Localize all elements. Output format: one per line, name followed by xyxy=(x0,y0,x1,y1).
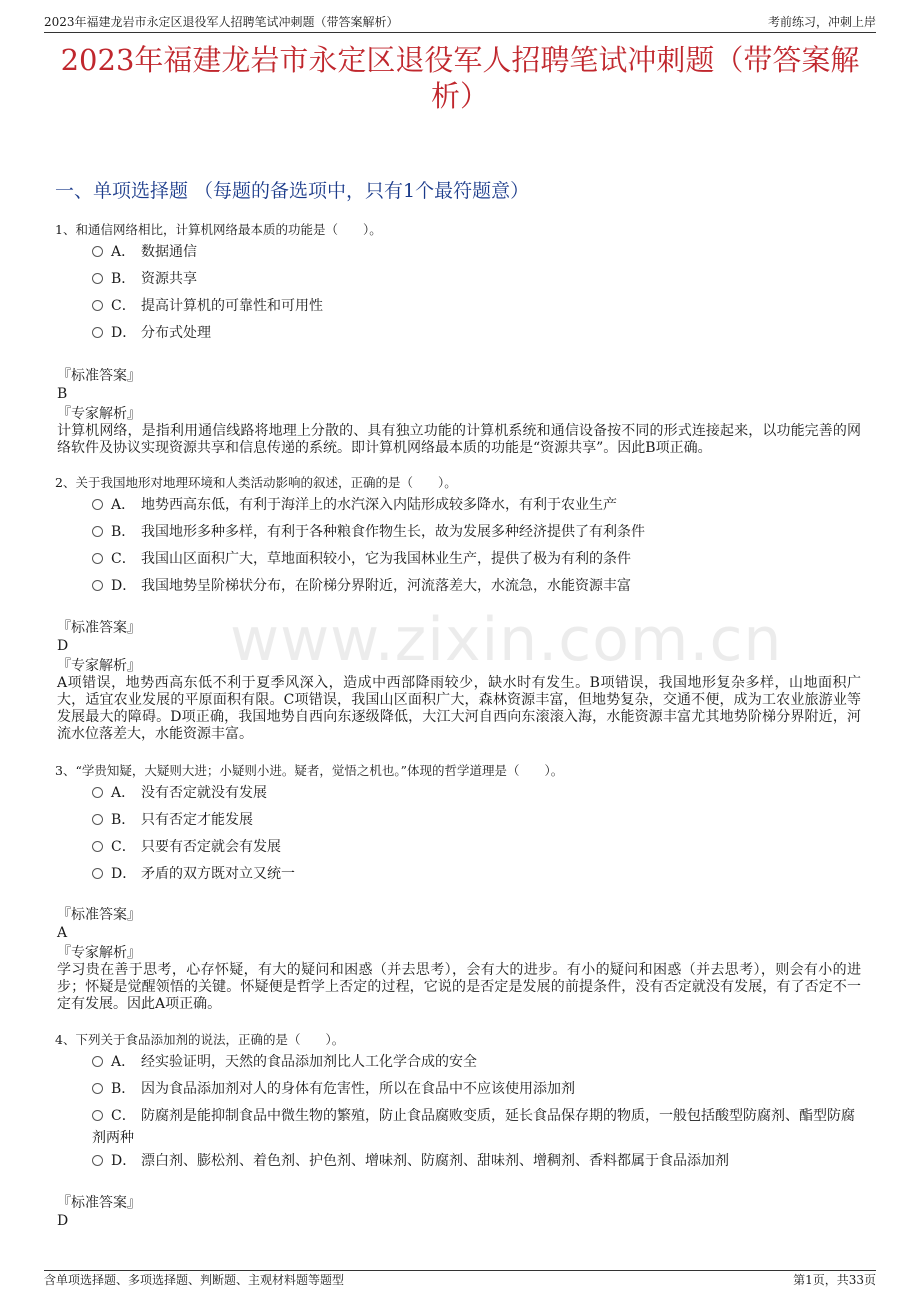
analysis-tag: 『专家解析』 xyxy=(57,406,141,422)
question-3-option-d[interactable]: D． 矛盾的双方既对立又统一 xyxy=(92,863,860,885)
radio-icon[interactable] xyxy=(92,553,103,564)
question-3-answer: A xyxy=(57,925,68,941)
question-4-stem: 4、下列关于食品添加剂的说法，正确的是（ ）。 xyxy=(55,1032,345,1047)
question-3-stem: 3、“学贵知疑，大疑则大进；小疑则小进。疑者，觉悟之机也。”体现的哲学道理是（ ）。 xyxy=(55,763,564,778)
radio-icon[interactable] xyxy=(92,868,103,879)
radio-icon[interactable] xyxy=(92,273,103,284)
question-2-analysis: A项错误，地势西高东低不利于夏季风深入，造成中西部降雨较少，缺水时有发生。B项错误，我国地形复杂多样，山地面积广大，适宜农业发展的平原面积有限。C项错误，我国山区面积广大，森林资源丰富，但地势复杂，交通不便，成为工农业旅游业等发展最大的障碍。D项正确，我国地势自西向东逐级降低，大江大河自西向东滚滚入海，水能资源丰富尤其地势阶梯分界附近，河流水位落差大，水能资源丰富。 xyxy=(57,675,861,742)
answer-tag: 『标准答案』 xyxy=(57,368,141,384)
radio-icon[interactable] xyxy=(92,787,103,798)
answer-tag: 『标准答案』 xyxy=(57,620,141,636)
question-2-option-a[interactable]: A． 地势西高东低，有利于海洋上的水汽深入内陆形成较多降水，有利于农业生产 xyxy=(92,494,860,516)
radio-icon[interactable] xyxy=(92,300,103,311)
radio-icon[interactable] xyxy=(92,814,103,825)
radio-icon[interactable] xyxy=(92,499,103,510)
question-2-option-b[interactable]: B． 我国地形多种多样，有利于各种粮食作物生长，故为发展多种经济提供了有利条件 xyxy=(92,521,860,543)
question-3-option-a[interactable]: A． 没有否定就没有发展 xyxy=(92,782,860,804)
question-1-stem: 1、和通信网络相比，计算机网络最本质的功能是（ ）。 xyxy=(55,222,382,237)
question-1-option-b[interactable]: B． 资源共享 xyxy=(92,268,860,290)
page-number: 第1页，共33页 xyxy=(793,1273,876,1287)
question-2-answer: D xyxy=(57,638,69,654)
answer-tag: 『标准答案』 xyxy=(57,1195,141,1211)
radio-icon[interactable] xyxy=(92,841,103,852)
question-3-option-b[interactable]: B． 只有否定才能发展 xyxy=(92,809,860,831)
question-3-analysis: 学习贵在善于思考，心存怀疑，有大的疑问和困惑（并去思考），会有大的进步。有小的疑问和困惑（并去思考），则会有小的进步；怀疑是觉醒领悟的关键。怀疑便是哲学上否定的过程，它说的是否定是发展的前提条件，没有否定就没有发展，有了否定不一定有发展。因此A项正确。 xyxy=(57,962,861,1012)
analysis-tag: 『专家解析』 xyxy=(57,658,141,674)
question-4-answer: D xyxy=(57,1213,69,1229)
question-1-option-a[interactable]: A． 数据通信 xyxy=(92,241,860,263)
question-4-option-d[interactable]: D． 漂白剂、膨松剂、着色剂、护色剂、增味剂、防腐剂、甜味剂、增稠剂、香料都属于食品添加剂 xyxy=(92,1150,860,1172)
question-4-option-c[interactable]: C． 防腐剂是能抑制食品中微生物的繁殖，防止食品腐败变质，延长食品保存期的物质，一般包括酸型防腐剂、酯型防腐剂两种 xyxy=(92,1108,855,1146)
radio-icon[interactable] xyxy=(92,580,103,591)
question-1-analysis: 计算机网络，是指利用通信线路将地理上分散的、具有独立功能的计算机系统和通信设备按不同的形式连接起来，以功能完善的网络软件及协议实现资源共享和信息传递的系统。即计算机网络最本质的功能是“资源共享”。因此B项正确。 xyxy=(57,423,861,456)
question-4-option-a[interactable]: A． 经实验证明，天然的食品添加剂比人工化学合成的安全 xyxy=(92,1051,860,1073)
answer-tag: 『标准答案』 xyxy=(57,907,141,923)
page-header xyxy=(44,12,876,33)
question-2-option-d[interactable]: D． 我国地势呈阶梯状分布，在阶梯分界附近，河流落差大，水流急，水能资源丰富 xyxy=(92,575,860,597)
watermark: www.zixin.com.cn xyxy=(230,605,783,675)
section-title: 一、单项选择题 （每题的备选项中，只有1个最符题意） xyxy=(55,180,530,202)
radio-icon[interactable] xyxy=(92,1083,103,1094)
question-4-option-b[interactable]: B． 因为食品添加剂对人的身体有危害性，所以在食品中不应该使用添加剂 xyxy=(92,1078,860,1100)
question-1-option-c[interactable]: C． 提高计算机的可靠性和可用性 xyxy=(92,295,860,317)
radio-icon[interactable] xyxy=(92,1056,103,1067)
question-2-stem: 2、关于我国地形对地理环境和人类活动影响的叙述，正确的是（ ）。 xyxy=(55,475,457,490)
header-doc-title: 2023年福建龙岩市永定区退役军人招聘笔试冲刺题（带答案解析） xyxy=(44,15,399,29)
document-title: 2023年福建龙岩市永定区退役军人招聘笔试冲刺题（带答案解析） xyxy=(60,43,860,113)
radio-icon[interactable] xyxy=(92,1155,103,1166)
question-2-option-c[interactable]: C． 我国山区面积广大，草地面积较小，它为我国林业生产，提供了极为有利的条件 xyxy=(92,548,860,570)
page-footer xyxy=(44,1270,876,1289)
radio-icon[interactable] xyxy=(92,246,103,257)
radio-icon[interactable] xyxy=(92,526,103,537)
header-slogan: 考前练习，冲刺上岸 xyxy=(767,15,876,29)
question-3-option-c[interactable]: C． 只要有否定就会有发展 xyxy=(92,836,860,858)
radio-icon[interactable] xyxy=(92,327,103,338)
analysis-tag: 『专家解析』 xyxy=(57,945,141,961)
question-1-option-d[interactable]: D． 分布式处理 xyxy=(92,322,860,344)
radio-icon[interactable] xyxy=(92,1110,103,1121)
footer-question-types: 含单项选择题、多项选择题、判断题、主观材料题等题型 xyxy=(44,1273,345,1287)
question-1-answer: B xyxy=(57,386,68,402)
